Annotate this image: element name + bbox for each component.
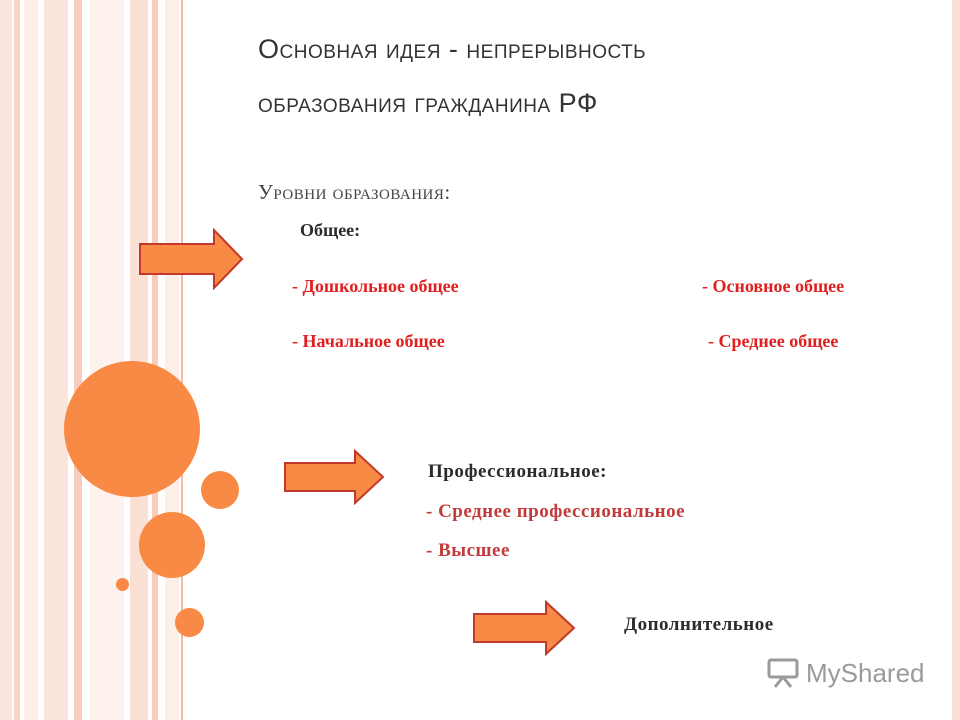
watermark-logo [766, 655, 925, 691]
decor-circle [64, 361, 200, 497]
arrow-right-icon [472, 600, 576, 656]
general-heading: Общее: [300, 220, 361, 240]
decor-circle [139, 512, 205, 578]
decor-stripe [44, 0, 68, 720]
decor-stripe [74, 0, 82, 720]
decor-stripe [24, 0, 38, 720]
title-line-2: образования гражданина РФ [258, 88, 598, 118]
general-item: - Дошкольное общее [292, 276, 459, 296]
additional-heading: Дополнительное [624, 614, 774, 635]
slide-title [258, 22, 898, 130]
arrow-right-icon [283, 449, 385, 505]
decor-stripe [14, 0, 20, 720]
decor-stripe [152, 0, 158, 720]
general-item: - Среднее общее [708, 331, 839, 351]
title-line-1: Основная идея - непрерывность [258, 34, 647, 64]
decor-circle [175, 608, 204, 637]
general-item: - Основное общее [702, 276, 845, 296]
general-item: - Начальное общее [292, 331, 445, 351]
decor-stripe [130, 0, 148, 720]
projector-icon [766, 657, 800, 689]
decor-stripe [952, 0, 960, 720]
decor-stripe [165, 0, 179, 720]
decor-stripe [0, 0, 12, 720]
professional-item: - Среднее профессиональное [426, 501, 686, 522]
professional-heading: Профессиональное: [428, 461, 607, 482]
decor-circle [116, 578, 129, 591]
decor-circle [201, 471, 239, 509]
watermark-text: MyShared [806, 657, 925, 688]
arrow-right-icon [138, 228, 244, 290]
professional-item: - Высшее [426, 540, 510, 561]
slide-subtitle: Уровни образования: [258, 180, 451, 204]
decor-stripe [90, 0, 124, 720]
